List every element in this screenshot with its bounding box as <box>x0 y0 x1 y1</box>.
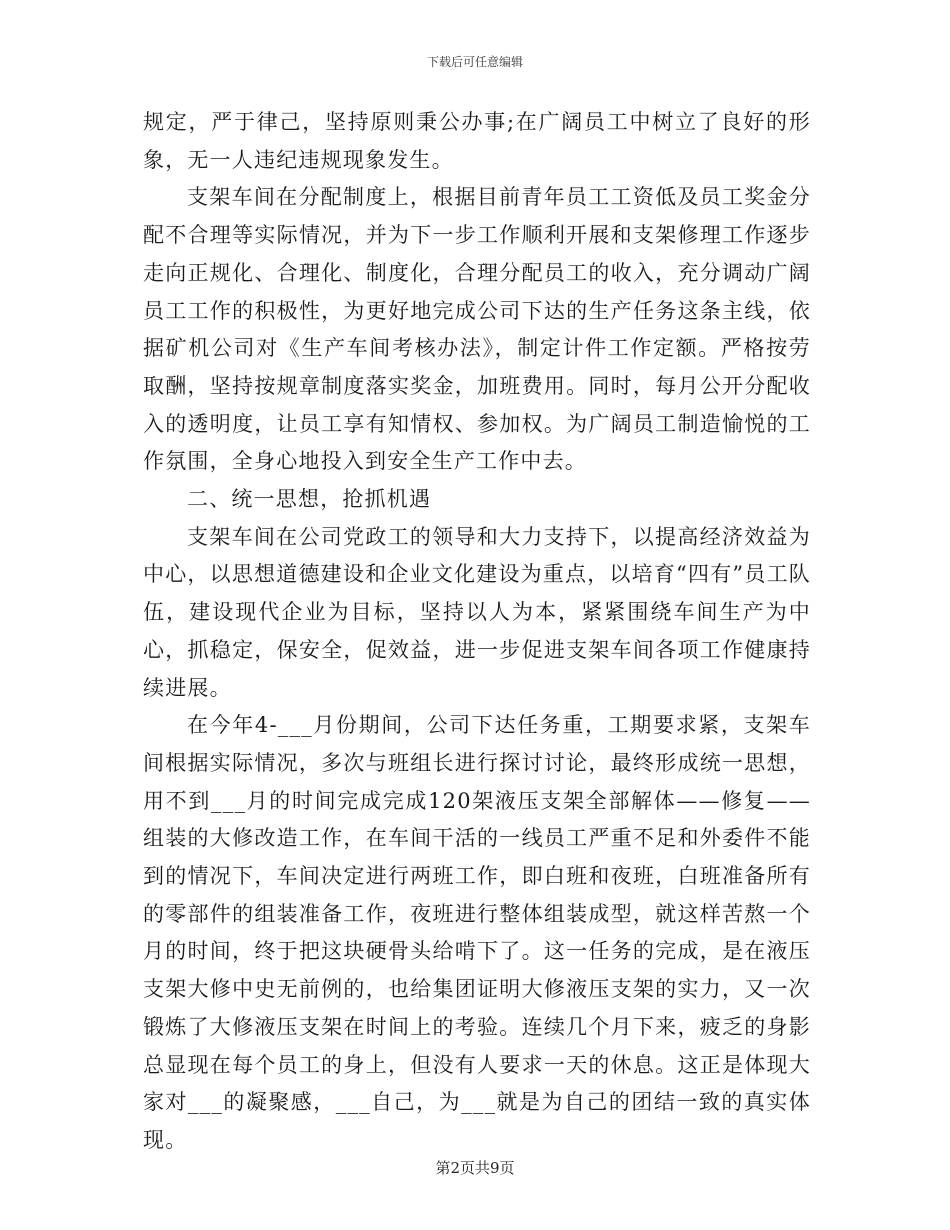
document-body <box>143 104 811 1160</box>
page-number: 第2页共9页 <box>435 1159 515 1177</box>
section-heading: 二、统一思想，抢抓机遇 <box>187 487 432 512</box>
paragraph-leadership: 支架车间在公司党政工的领导和大力支持下，以提高经济效益为中心，以思想道德建设和企业文化建设为重点，以培育“四有”员工队伍，建设现代企业为目标，坚持以人为本，紧紧围绕车间生产为中心，抓稳定，保安全，促效益，进一步促进支架车间各项工作健康持续进展。 <box>143 524 811 700</box>
paragraph-distribution-system: 支架车间在分配制度上，根据目前青年员工工资低及员工奖金分配不合理等实际情况，并为下一步工作顺利开展和支架修理工作逐步走向正规化、合理化、制度化，合理分配员工的收入，充分调动广阔员工工作的积极性，为更好地完成公司下达的生产任务这条主线，依据矿机公司对《生产车间考核办法》，制定计件工作定额。严格按劳取酬，坚持按规章制度落实奖金，加班费用。同时，每月公开分配收入的透明度，让员工享有知情权、参加权。为广阔员工制造愉悦的工作氛围，全身心地投入到安全生产工作中去。 <box>143 185 811 474</box>
paragraph-continuation: 规定，严于律己，坚持原则秉公办事;在广阔员工中树立了良好的形象，无一人违纪违规现象发生。 <box>143 110 811 172</box>
page-header: 下载后可任意编辑 <box>426 55 523 69</box>
paragraph-overhaul-task: 在今年4-___月份期间，公司下达任务重，工期要求紧，支架车间根据实际情况，多次与班组长进行探讨讨论，最终形成统一思想，用不到___月的时间完成完成120架液压支架全部解体——修复——组装的大修改造工作，在车间干活的一线员工严重不足和外委件不能到的情况下，车间决定进行两班工作，即白班和夜班，白班准备所有的零部件的组装准备工作，夜班进行整体组装成型，就这样苦熬一个月的时间，终于把这块硬骨头给啃下了。这一任务的完成，是在液压支架大修中史无前例的，也给集团证明大修液压支架的实力，又一次锻炼了大修液压支架在时间上的考验。连续几个月下来，疲乏的身影总显现在每个员工的身上，但没有人要求一天的休息。这正是体现大家对___的凝聚感，___自己，为___就是为自己的团结一致的真实体现。 <box>143 713 811 1152</box>
